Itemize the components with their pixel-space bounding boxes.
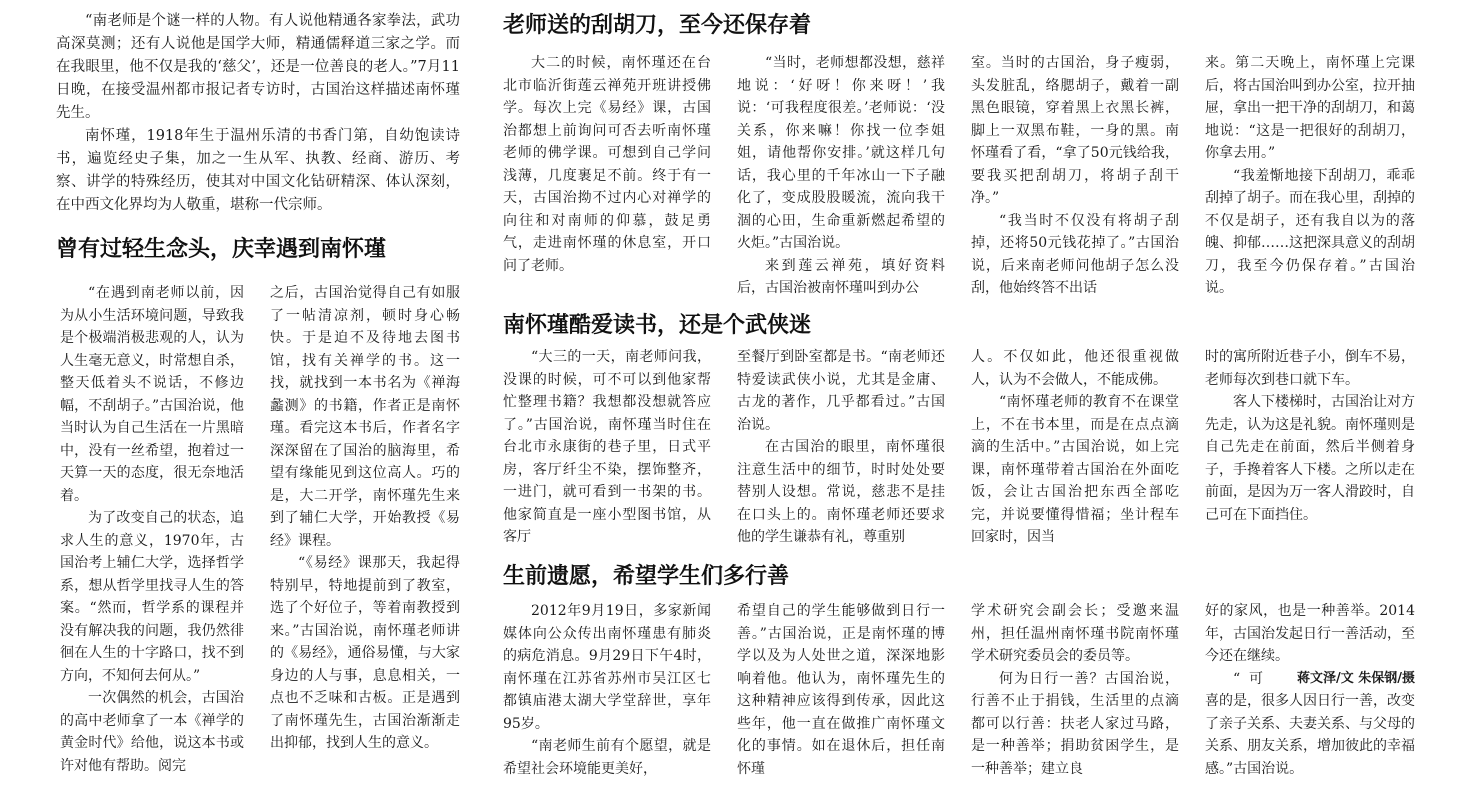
paragraph: 客人下楼梯时，古国治让对方先走，认为这是礼貌。南怀瑾则是自己先走在前面，然后半侧着身子，手搀着客人下楼。之所以走在前面，是因为万一客人滑跤时，自己可在下面挡住。 [1205, 394, 1415, 523]
byline-credit: 蒋文泽/文 朱保钢/摄 [1296, 670, 1415, 686]
paragraph: 来到莲云禅苑，填好资料后，古国治被南怀瑾叫到办公 [737, 257, 945, 296]
paragraph: “我当时不仅没有将胡子刮掉，还将50元钱花掉了。”古国治说，后来南老师问他胡子怎么没刮，他始终答不出话 [971, 212, 1179, 296]
paragraph: “当时，老师想都没想，慈祥地说：‘好呀！你来呀！’我说：‘可我程度很差。’老师说：‘没关系，你来嘛！你找一位李姐姐，请他帮你安排。’就这样几句话，我心里的千年冰山一下子融化了，变成股股暖流，流向我干涸的心田，生命重新燃起希望的火炬。”古国治说。 [737, 55, 945, 251]
paragraph-text: “可喜的是，很多人因日行一善，改变了亲子关系、夫妻关系、与父母的关系、朋友关系，增加彼此的幸福感。”古国治说。 [1205, 670, 1415, 777]
section4-column-3 [971, 600, 1179, 790]
paragraph: 一次偶然的机会，古国治的高中老师拿了一本《禅学的黄金时代》给他，说这本书或许对他有帮助。阅完 [60, 690, 244, 774]
paragraph: “《易经》课那天，我起得特别早，特地提前到了教室，选了个好位子，等着南教授到来。”古国治说，南怀瑾老师讲的《易经》，通俗易懂，与大家身边的人与事，息息相关，一点也不乏味和古板。正是遇到了南怀瑾先生，古国治渐渐走出抑郁，找到人生的意义。 [270, 555, 460, 751]
paragraph: 来。第二天晚上，南怀瑾上完课后，将古国治叫到办公室，拉开抽屉，拿出一把干净的刮胡刀，和蔼地说：“这是一把很好的刮胡刀，你拿去用。” [1205, 55, 1415, 161]
paragraph: 之后，古国治觉得自己有如服了一帖清凉剂，顿时身心畅快。于是迫不及待地去图书馆，找有关禅学的书。这一找，就找到一本书名为《禅海蠡测》的书籍，作者正是南怀瑾。看完这本书后，作者名字深深留在了国治的脑海里，希望有缘能见到这位高人。巧的是，大二开学，南怀瑾先生来到了辅仁大学，开始教授《易经》课程。 [270, 285, 460, 549]
paragraph [1205, 668, 1415, 781]
section4-heading: 生前遗愿，希望学生们多行善 [503, 564, 790, 589]
paragraph: 室。当时的古国治，身子瘦弱，头发脏乱，络腮胡子，戴着一副黑色眼镜，穿着黑上衣黑长裤，脚上一双黑布鞋，一身的黑。南怀瑾看了看，“拿了50元钱给我，要我买把刮胡刀，将胡子刮干净。” [971, 55, 1179, 206]
paragraph: 何为日行一善？古国治说，行善不止于捐钱，生活里的点滴都可以行善：扶老人家过马路，是一种善举；捐助贫困学生，是一种善举；建立良 [971, 670, 1179, 777]
section2-column-4 [1205, 52, 1415, 304]
section4-column-1 [503, 600, 711, 790]
paragraph: 大二的时候，南怀瑾还在台北市临沂街莲云禅苑开班讲授佛学。每次上完《易经》课，古国治都想上前询问可否去听南怀瑾老师的佛学课。可想到自己学问浅薄，几度裹足不前。终于有一天，古国治拗不过内心对禅学的向往和对南师的仰慕，鼓足勇气，走进南怀瑾的休息室，开口问了老师。 [503, 55, 711, 274]
section4-column-2 [737, 600, 945, 790]
paragraph: 2012年9月19日，多家新闻媒体向公众传出南怀瑾患有肺炎的病危消息。9月29日下午4时，南怀瑾在江苏省苏州市吴江区七都镇庙港太湖大学堂辞世，享年95岁。 [503, 603, 711, 732]
section3-heading: 南怀瑾酷爱读书，还是个武侠迷 [503, 313, 812, 338]
section3-column-1 [503, 346, 711, 554]
section2-column-2 [737, 52, 945, 304]
paragraph: “我羞惭地接下刮胡刀，乖乖刮掉了胡子。而在我心里，刮掉的不仅是胡子，还有我自以为的落魄、抑郁……这把深具意义的刮胡刀，我至今仍保存着。”古国治说。 [1205, 167, 1415, 296]
paragraph: “南怀瑾老师的教育不在课堂上，不在书本里，而是在点点滴滴的生活中。”古国治说，如上完课，南怀瑾带着古国治在外面吃饭，会让古国治把东西全部吃完，并说要懂得惜福；坐计程车回家时，因当 [971, 394, 1179, 545]
paragraph: 时的寓所附近巷子小，倒车不易，老师每次到巷口就下车。 [1205, 349, 1415, 388]
section2-heading: 老师送的刮胡刀，至今还保存着 [503, 13, 812, 38]
paragraph: “大三的一天，南老师问我，没课的时候，可不可以到他家帮忙整理书籍？我想都没想就答应了。”古国治说，南怀瑾当时住在台北市永康街的巷子里，日式平房，客厅纤尘不染，摆饰整齐，一进门，就可看到一书架的书。他家简直是一座小型图书馆，从客厅 [503, 349, 711, 545]
intro-paragraph: 南怀瑾，1918年生于温州乐清的书香门第，自幼饱读诗书，遍览经史子集，加之一生从军、执教、经商、游历、考察、讲学的特殊经历，使其对中国文化钻研精深、体认深刻，在中西文化界均为人敬重，堪称一代宗师。 [56, 128, 460, 213]
section2-column-1 [503, 52, 711, 304]
paragraph: “在遇到南老师以前，因为从小生活环境问题，导致我是个极端消极悲观的人，认为人生毫无意义，时常想自杀，整天低着头不说话，不修边幅，不刮胡子。”古国治说，他当时认为自己生活在一片黑暗中，没有一丝希望，抱着过一天算一天的态度，很无奈地活着。 [60, 285, 244, 504]
section2-column-3 [971, 52, 1179, 304]
section4-column-4 [1205, 600, 1415, 790]
paragraph: 学术研究会副会长；受邀来温州，担任温州南怀瑾书院南怀瑾学术研究委员会的委员等。 [971, 603, 1179, 664]
intro-block [56, 10, 460, 218]
paragraph: 在古国治的眼里，南怀瑾很注意生活中的细节，时时处处要替别人设想。常说，慈悲不是挂在口头上的。南怀瑾老师还要求他的学生谦恭有礼，尊重别 [737, 439, 945, 545]
section3-column-4 [1205, 346, 1415, 554]
paragraph: “南老师生前有个愿望，就是希望社会环境能更美好， [503, 738, 711, 777]
section3-column-3 [971, 346, 1179, 554]
section1-column-2 [270, 282, 460, 782]
paragraph: 希望自己的学生能够做到日行一善。”古国治说，正是南怀瑾的博学以及为人处世之道，深深地影响着他。他认为，南怀瑾先生的这种精神应该得到传承，因此这些年，他一直在做推广南怀瑾文化的事情。如在退休后，担任南怀瑾 [737, 603, 945, 777]
paragraph: 好的家风，也是一种善举。2014年，古国治发起日行一善活动，至今还在继续。 [1205, 603, 1415, 664]
paragraph: 为了改变自己的状态，追求人生的意义，1970年，古国治考上辅仁大学，选择哲学系，想从哲学里找寻人生的答案。“然而，哲学系的课程并没有解决我的问题，我仍然徘徊在人生的十字路口，找不到方向，不知何去何从。” [60, 510, 244, 684]
section1-heading: 曾有过轻生念头，庆幸遇到南怀瑾 [56, 237, 387, 262]
section3-column-2 [737, 346, 945, 554]
paragraph: 人。不仅如此，他还很重视做人，认为不会做人，不能成佛。 [971, 349, 1179, 388]
intro-paragraph: “南老师是个谜一样的人物。有人说他精通各家拳法，武功高深莫测；还有人说他是国学大师，精通儒释道三家之学。而在我眼里，他不仅是我的‘慈父’，还是一位善良的老人。”7月11日晚，在接受温州都市报记者专访时，古国治这样描述南怀瑾先生。 [56, 13, 460, 121]
section1-column-1 [60, 282, 244, 782]
paragraph: 至餐厅到卧室都是书。“南老师还特爱读武侠小说，尤其是金庸、古龙的著作，几乎都看过。”古国治说。 [737, 349, 945, 433]
